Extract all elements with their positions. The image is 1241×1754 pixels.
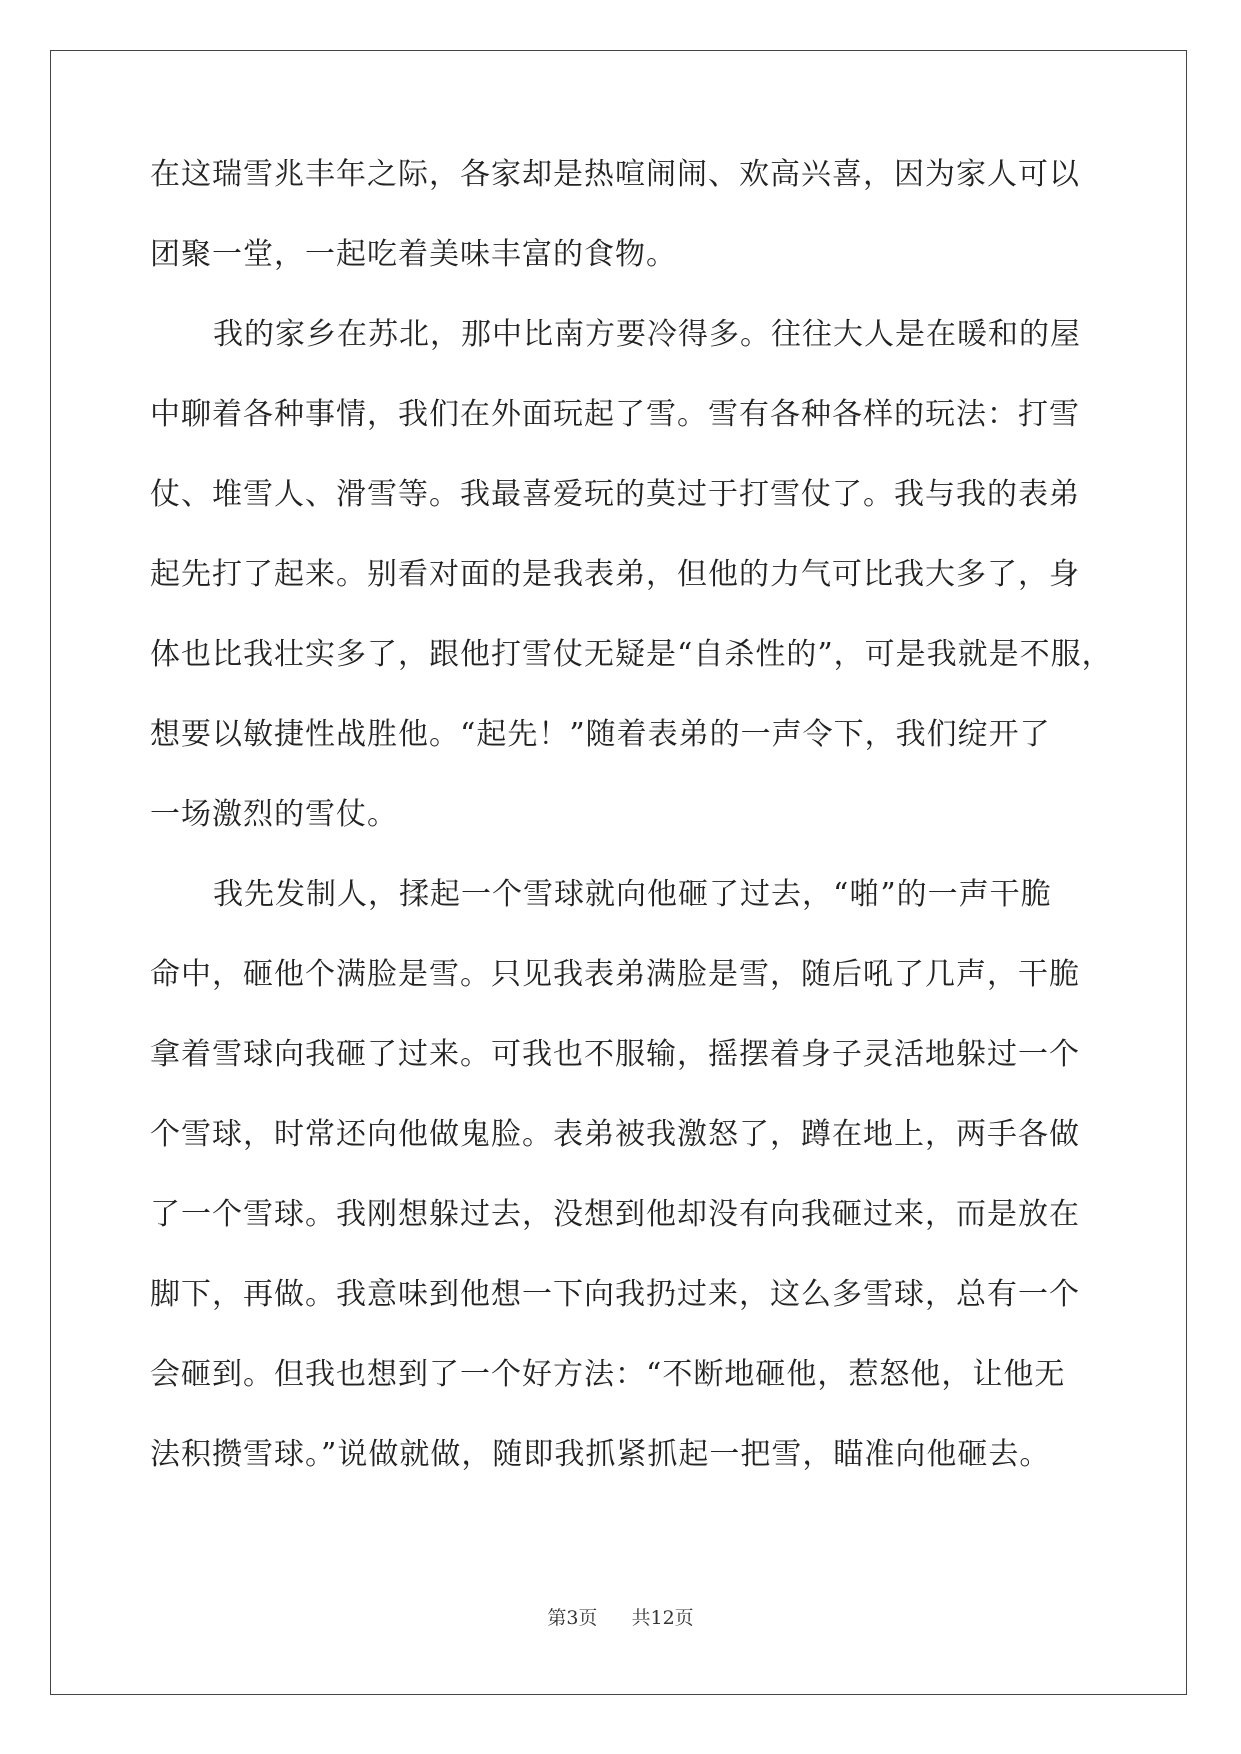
text-line: 团聚一堂，一起吃着美味丰富的食物。 [150,237,677,272]
text-line: 命中，砸他个满脸是雪。只见我表弟满脸是雪，随后吼了几声，干脆 [150,957,1080,992]
text-line: 个雪球，时常还向他做鬼脸。表弟被我激怒了，蹲在地上，两手各做 [150,1117,1080,1152]
page-number: 第3页 [547,1607,598,1629]
text-line: 一场激烈的雪仗。 [150,797,398,832]
text-line: 中聊着各种事情，我们在外面玩起了雪。雪有各种各样的玩法：打雪 [150,397,1080,432]
text-line: 在这瑞雪兆丰年之际，各家却是热喧闹闹、欢高兴喜，因为家人可以 [150,157,1080,192]
page-footer [0,1603,1241,1630]
text-line: 脚下，再做。我意味到他想一下向我扔过来，这么多雪球，总有一个 [150,1277,1080,1312]
text-line: 体也比我壮实多了，跟他打雪仗无疑是“自杀性的”，可是我就是不服， [150,637,1113,672]
paragraph-start-line: 我的家乡在苏北，那中比南方要冷得多。往往大人是在暖和的屋 [213,317,1081,352]
page-total: 共12页 [631,1607,694,1629]
text-line: 起先打了起来。别看对面的是我表弟，但他的力气可比我大多了，身 [150,557,1080,592]
text-line: 会砸到。但我也想到了一个好方法：“不断地砸他，惹怒他，让他无 [150,1357,1066,1392]
text-line: 法积攒雪球。”说做就做，随即我抓紧抓起一把雪，瞄准向他砸去。 [150,1437,1051,1472]
document-body [150,157,1113,1520]
text-line: 想要以敏捷性战胜他。“起先！”随着表弟的一声令下，我们绽开了 [150,717,1051,752]
paragraph-start-line: 我先发制人，揉起一个雪球就向他砸了过去，“啪”的一声干脆 [213,877,1052,912]
text-line: 仗、堆雪人、滑雪等。我最喜爱玩的莫过于打雪仗了。我与我的表弟 [150,477,1080,512]
text-line: 拿着雪球向我砸了过来。可我也不服输，摇摆着身子灵活地躲过一个 [150,1037,1080,1072]
text-line: 了一个雪球。我刚想躲过去，没想到他却没有向我砸过来，而是放在 [150,1197,1080,1232]
